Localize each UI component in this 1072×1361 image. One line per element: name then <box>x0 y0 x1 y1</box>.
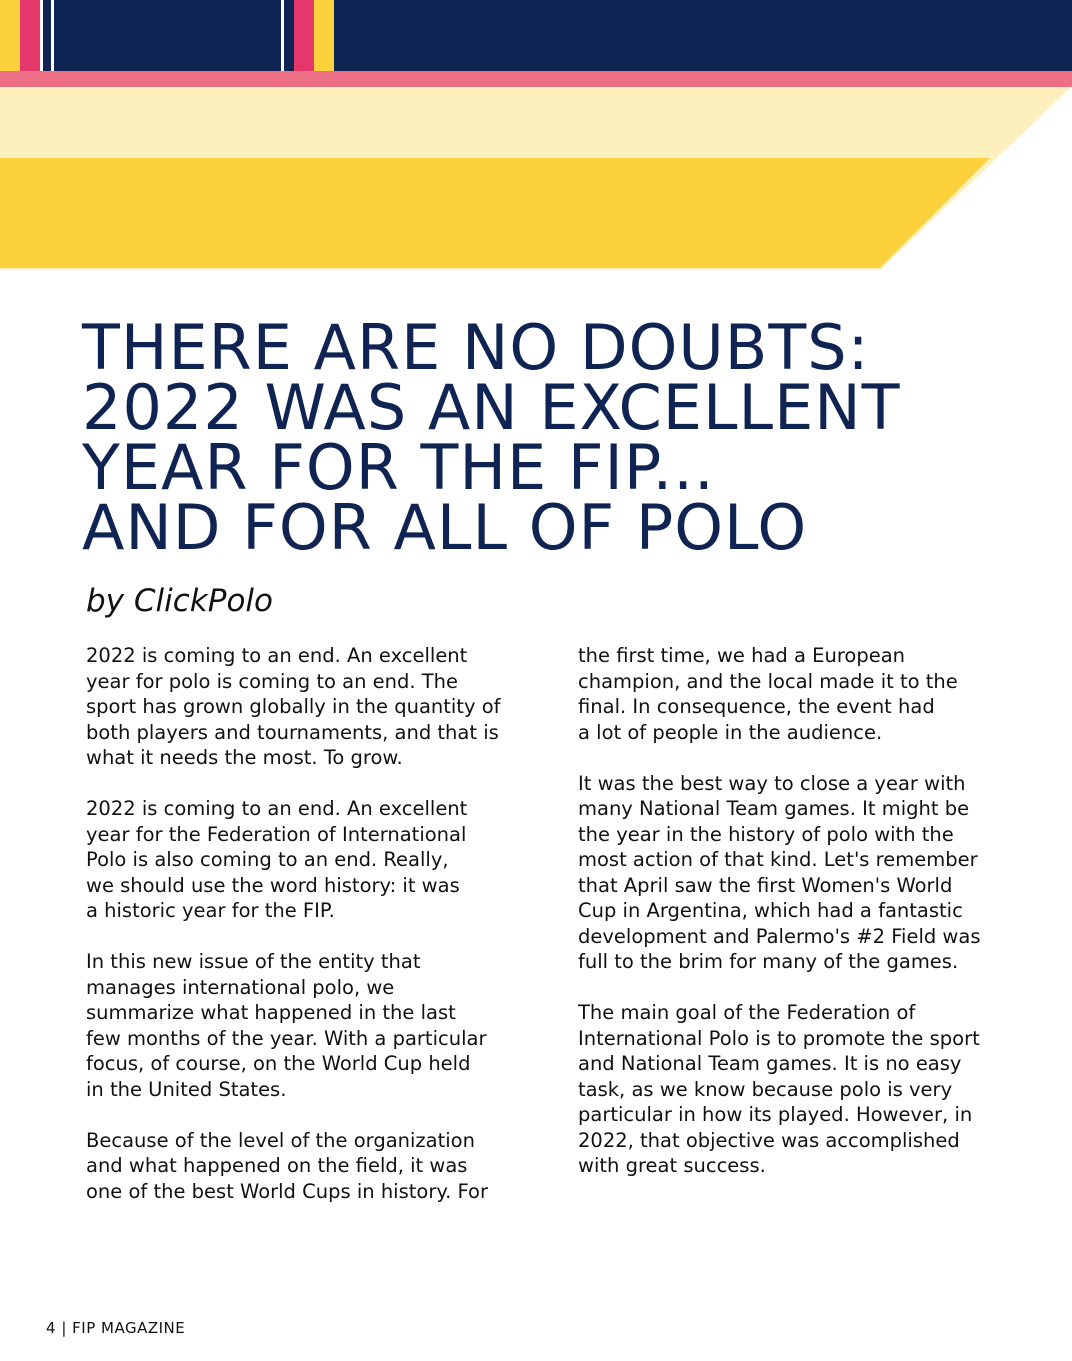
page-footer <box>46 1318 185 1338</box>
banner-accent-pink-2 <box>294 0 314 71</box>
text-line: and what happened on the field, it was <box>86 1154 468 1177</box>
text-line: Cup in Argentina, which had a fantastic <box>578 899 963 922</box>
banner-accent-white-2 <box>51 0 54 71</box>
headline-line: THERE ARE NO DOUBTS: <box>82 311 870 384</box>
text-line: champion, and the local made it to the <box>578 669 958 693</box>
headline-line: YEAR FOR THE FIP... <box>82 431 715 504</box>
text-line: 2022, that objective was accomplished <box>578 1128 960 1152</box>
article-column-left <box>86 643 526 1230</box>
text-line: International Polo is to promote the sport <box>578 1026 980 1050</box>
paragraph <box>86 643 526 771</box>
text-line: task, as we know because polo is very <box>578 1077 953 1101</box>
text-line: final. In consequence, the event had <box>578 695 935 718</box>
paragraph <box>578 1000 1018 1179</box>
paragraph <box>86 949 526 1102</box>
text-line: year for polo is coming to an end. The <box>86 669 459 693</box>
article-byline: by ClickPolo <box>86 583 273 619</box>
publication-name: FIP MAGAZINE <box>72 1319 186 1337</box>
text-line: with great success. <box>578 1154 766 1177</box>
text-line: sport has grown globally in the quantity of <box>86 695 501 718</box>
article-headline <box>82 311 1042 564</box>
text-line: many National Team games. It might be <box>578 797 970 820</box>
text-line: manages international polo, we <box>86 975 395 999</box>
text-line: in the United States. <box>86 1077 287 1101</box>
text-line: that April saw the first Women's World <box>578 873 953 897</box>
banner-accent-yellow-1 <box>0 0 20 71</box>
text-line: Polo is also coming to an end. Really, <box>86 848 449 871</box>
banner-navy-bar <box>0 0 1072 71</box>
text-line: both players and tournaments, and that is <box>86 720 499 744</box>
paragraph <box>86 1128 526 1205</box>
text-line: and National Team games. It is no easy <box>578 1052 962 1075</box>
text-line: particular in how its played. However, in <box>578 1103 973 1126</box>
banner-accent-yellow-2 <box>314 0 334 71</box>
text-line: The main goal of the Federation of <box>578 1001 916 1024</box>
text-line: a historic year for the FIP. <box>86 899 335 922</box>
text-line: one of the best World Cups in history. For <box>86 1179 488 1203</box>
text-line: focus, of course, on the World Cup held <box>86 1052 471 1075</box>
text-line: most action of that kind. Let's remember <box>578 848 978 871</box>
text-line: the year in the history of polo with the <box>578 822 954 846</box>
text-line: 2022 is coming to an end. An excellent <box>86 797 468 820</box>
banner-accent-white-3 <box>281 0 284 71</box>
banner-coral-stripe <box>0 70 1072 87</box>
text-line: year for the Federation of International <box>86 822 467 846</box>
paragraph <box>578 643 1018 745</box>
text-line: few months of the year. With a particular <box>86 1026 487 1050</box>
text-line: the first time, we had a European <box>578 644 906 667</box>
text-line: Because of the level of the organization <box>86 1128 475 1152</box>
banner-accent-pink-1 <box>20 0 40 71</box>
page-number: 4 <box>46 1319 57 1337</box>
text-line: full to the brim for many of the games. <box>578 950 959 973</box>
text-line: what it needs the most. To grow. <box>86 746 403 769</box>
headline-line: 2022 WAS AN EXCELLENT <box>82 371 901 444</box>
text-line: It was the best way to close a year with <box>578 771 966 795</box>
header-banner-graphic <box>0 0 1072 270</box>
text-line: a lot of people in the audience. <box>578 720 883 744</box>
text-line: development and Palermo's #2 Field was <box>578 924 981 948</box>
text-line: In this new issue of the entity that <box>86 950 421 973</box>
text-line: we should use the word history: it was <box>86 873 460 897</box>
banner-yellow-stripe <box>0 158 990 268</box>
banner-accent-white-1 <box>40 0 43 71</box>
headline-line: AND FOR ALL OF POLO <box>82 491 808 564</box>
paragraph <box>86 796 526 924</box>
article-column-right <box>578 643 1018 1204</box>
footer-separator: | <box>61 1319 67 1337</box>
text-line: 2022 is coming to an end. An excellent <box>86 644 468 667</box>
paragraph <box>578 771 1018 975</box>
text-line: summarize what happened in the last <box>86 1001 456 1024</box>
